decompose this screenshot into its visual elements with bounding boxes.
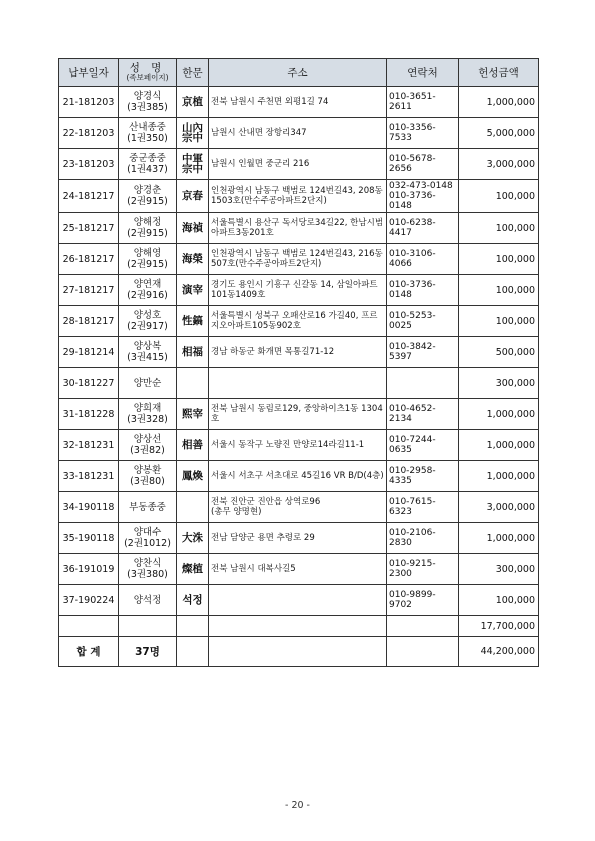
row-address: 인천광역시 남동구 백범로 124번길43, 208동1503호(만수주공아파트2단지): [209, 180, 387, 213]
table-row: [59, 523, 539, 554]
row-contact: 010-7615-6323: [387, 492, 459, 523]
row-amount: 1,000,000: [459, 430, 539, 461]
header-name-top: 성 명: [129, 62, 166, 74]
total-row: [59, 637, 539, 667]
table-row: [59, 461, 539, 492]
table-row: [59, 492, 539, 523]
row-date: 27-181217: [59, 275, 119, 306]
row-name: 양성호 (2권917): [119, 306, 177, 337]
row-name: 양봉환 (3권80): [119, 461, 177, 492]
row-address: 서울시 서초구 서초대로 45길16 VR B/D(4층): [209, 461, 387, 492]
row-name: 양경식 (3권385): [119, 87, 177, 118]
row-name: 중군종중 (1권437): [119, 149, 177, 180]
row-name: 양연재 (2권916): [119, 275, 177, 306]
row-date: 37-190224: [59, 585, 119, 616]
row-name: 양석정: [119, 585, 177, 616]
row-name: 양해정 (2권915): [119, 213, 177, 244]
row-amount: 3,000,000: [459, 149, 539, 180]
row-name: 양상선 (3권82): [119, 430, 177, 461]
row-contact: 010-3842-5397: [387, 337, 459, 368]
row-hanmun: 京植: [177, 87, 209, 118]
row-date: 24-181217: [59, 180, 119, 213]
row-date: 29-181214: [59, 337, 119, 368]
row-date: 25-181217: [59, 213, 119, 244]
row-amount: 1,000,000: [459, 87, 539, 118]
table-row: [59, 275, 539, 306]
row-address: 전북 남원시 대복사길5: [209, 554, 387, 585]
row-date: 21-181203: [59, 87, 119, 118]
row-hanmun: 京春: [177, 180, 209, 213]
row-contact: 010-2958-4335: [387, 461, 459, 492]
row-contact: 010-3651-2611: [387, 87, 459, 118]
row-date: 26-181217: [59, 244, 119, 275]
row-contact: 010-5253-0025: [387, 306, 459, 337]
row-address: 경기도 용인시 기흥구 신갈동 14, 삼일아파트 101동1409호: [209, 275, 387, 306]
row-hanmun: [177, 368, 209, 399]
table-row: [59, 180, 539, 213]
row-hanmun: [177, 492, 209, 523]
table-row: [59, 430, 539, 461]
table-row: [59, 213, 539, 244]
row-hanmun: 相福: [177, 337, 209, 368]
table-row: [59, 337, 539, 368]
row-amount: 1,000,000: [459, 399, 539, 430]
row-contact: 010-7244-0635: [387, 430, 459, 461]
row-address: 인천광역시 남동구 백범로 124번길43, 216동507호(만수주공아파트2단지): [209, 244, 387, 275]
row-contact: 010-6238-4417: [387, 213, 459, 244]
row-hanmun: 大洙: [177, 523, 209, 554]
table-row: [59, 368, 539, 399]
row-amount: 100,000: [459, 180, 539, 213]
table-row: [59, 118, 539, 149]
row-address: 경남 하동군 화개면 목통길71-12: [209, 337, 387, 368]
row-contact: 010-4652-2134: [387, 399, 459, 430]
total-amount: 44,200,000: [459, 637, 539, 667]
header-date: 납부일자: [59, 59, 119, 87]
table-row: [59, 585, 539, 616]
row-amount: 3,000,000: [459, 492, 539, 523]
row-address: 전북 진안군 진안읍 상역로96 (총무 양명현): [209, 492, 387, 523]
row-contact: 010-2106-2830: [387, 523, 459, 554]
header-hanmun: 한문: [177, 59, 209, 87]
table-row: [59, 554, 539, 585]
row-hanmun: 熙宰: [177, 399, 209, 430]
row-amount: 100,000: [459, 244, 539, 275]
table-row: [59, 149, 539, 180]
row-name: 양상복 (3권415): [119, 337, 177, 368]
row-date: 23-181203: [59, 149, 119, 180]
row-contact: 032-473-0148 010-3736-0148: [387, 180, 459, 213]
table-row: [59, 87, 539, 118]
row-hanmun: 석정: [177, 585, 209, 616]
header-name-sub: (족보페이지): [126, 73, 169, 82]
header-amount: 헌성금액: [459, 59, 539, 87]
row-hanmun: 海禎: [177, 213, 209, 244]
row-date: 22-181203: [59, 118, 119, 149]
row-hanmun: 性鎬: [177, 306, 209, 337]
table-row: [59, 306, 539, 337]
row-address: 전북 남원시 주천면 외평1길 74: [209, 87, 387, 118]
row-amount: 100,000: [459, 306, 539, 337]
row-address: 서울시 동작구 노량진 만양로14라길11-1: [209, 430, 387, 461]
header-name: [119, 59, 177, 87]
row-name: 양경춘 (2권915): [119, 180, 177, 213]
row-address: 남원시 인월면 중군리 216: [209, 149, 387, 180]
row-name: 양만순: [119, 368, 177, 399]
row-name: 부동종중: [119, 492, 177, 523]
row-contact: 010-9215-2300: [387, 554, 459, 585]
row-hanmun: 中軍宗中: [177, 149, 209, 180]
table-body: [59, 87, 539, 667]
row-name: 산내종중 (1권350): [119, 118, 177, 149]
row-amount: 1,000,000: [459, 523, 539, 554]
row-hanmun: 海榮: [177, 244, 209, 275]
subtotal-amount: 17,700,000: [459, 616, 539, 637]
row-date: 28-181217: [59, 306, 119, 337]
row-date: 35-190118: [59, 523, 119, 554]
row-amount: 1,000,000: [459, 461, 539, 492]
total-count: 37명: [119, 637, 177, 667]
row-address: [209, 585, 387, 616]
row-amount: 100,000: [459, 275, 539, 306]
row-amount: 300,000: [459, 554, 539, 585]
row-date: 36-191019: [59, 554, 119, 585]
table-row: [59, 244, 539, 275]
row-hanmun: 相善: [177, 430, 209, 461]
row-name: 양희재 (3권328): [119, 399, 177, 430]
row-address: 전북 남원시 동림로129, 중앙하이츠1동 1304호: [209, 399, 387, 430]
row-amount: 100,000: [459, 213, 539, 244]
row-date: 32-181231: [59, 430, 119, 461]
row-contact: 010-3736-0148: [387, 275, 459, 306]
row-name: 양해영 (2권915): [119, 244, 177, 275]
row-contact: 010-3106-4066: [387, 244, 459, 275]
row-contact: 010-9899-9702: [387, 585, 459, 616]
page-number: - 20 -: [285, 800, 310, 811]
header-address: 주소: [209, 59, 387, 87]
row-contact: 010-5678-2656: [387, 149, 459, 180]
row-hanmun: 燦植: [177, 554, 209, 585]
row-amount: 300,000: [459, 368, 539, 399]
row-address: 전남 담양군 용면 추령로 29: [209, 523, 387, 554]
row-date: 31-181228: [59, 399, 119, 430]
row-date: 33-181231: [59, 461, 119, 492]
total-label: 합 계: [59, 637, 119, 667]
row-contact: [387, 368, 459, 399]
donation-table: [58, 58, 539, 667]
row-date: 34-190118: [59, 492, 119, 523]
row-amount: 500,000: [459, 337, 539, 368]
row-hanmun: 鳳煥: [177, 461, 209, 492]
header-row: [59, 59, 539, 87]
row-address: [209, 368, 387, 399]
row-contact: 010-3356-7533: [387, 118, 459, 149]
row-name: 양찬식 (3권380): [119, 554, 177, 585]
row-date: 30-181227: [59, 368, 119, 399]
row-name: 양대수 (2권1012): [119, 523, 177, 554]
row-hanmun: 山內宗中: [177, 118, 209, 149]
header-contact: 연락처: [387, 59, 459, 87]
table-row: [59, 399, 539, 430]
row-address: 서울특별시 용산구 독서당로34길22, 한남시범아파트3동201호: [209, 213, 387, 244]
row-address: 남원시 산내면 장항리347: [209, 118, 387, 149]
row-amount: 100,000: [459, 585, 539, 616]
row-address: 서울특별시 성북구 오패산로16 가길40, 프르지오아파트105동902호: [209, 306, 387, 337]
row-hanmun: 演宰: [177, 275, 209, 306]
subtotal-row: [59, 616, 539, 637]
row-amount: 5,000,000: [459, 118, 539, 149]
